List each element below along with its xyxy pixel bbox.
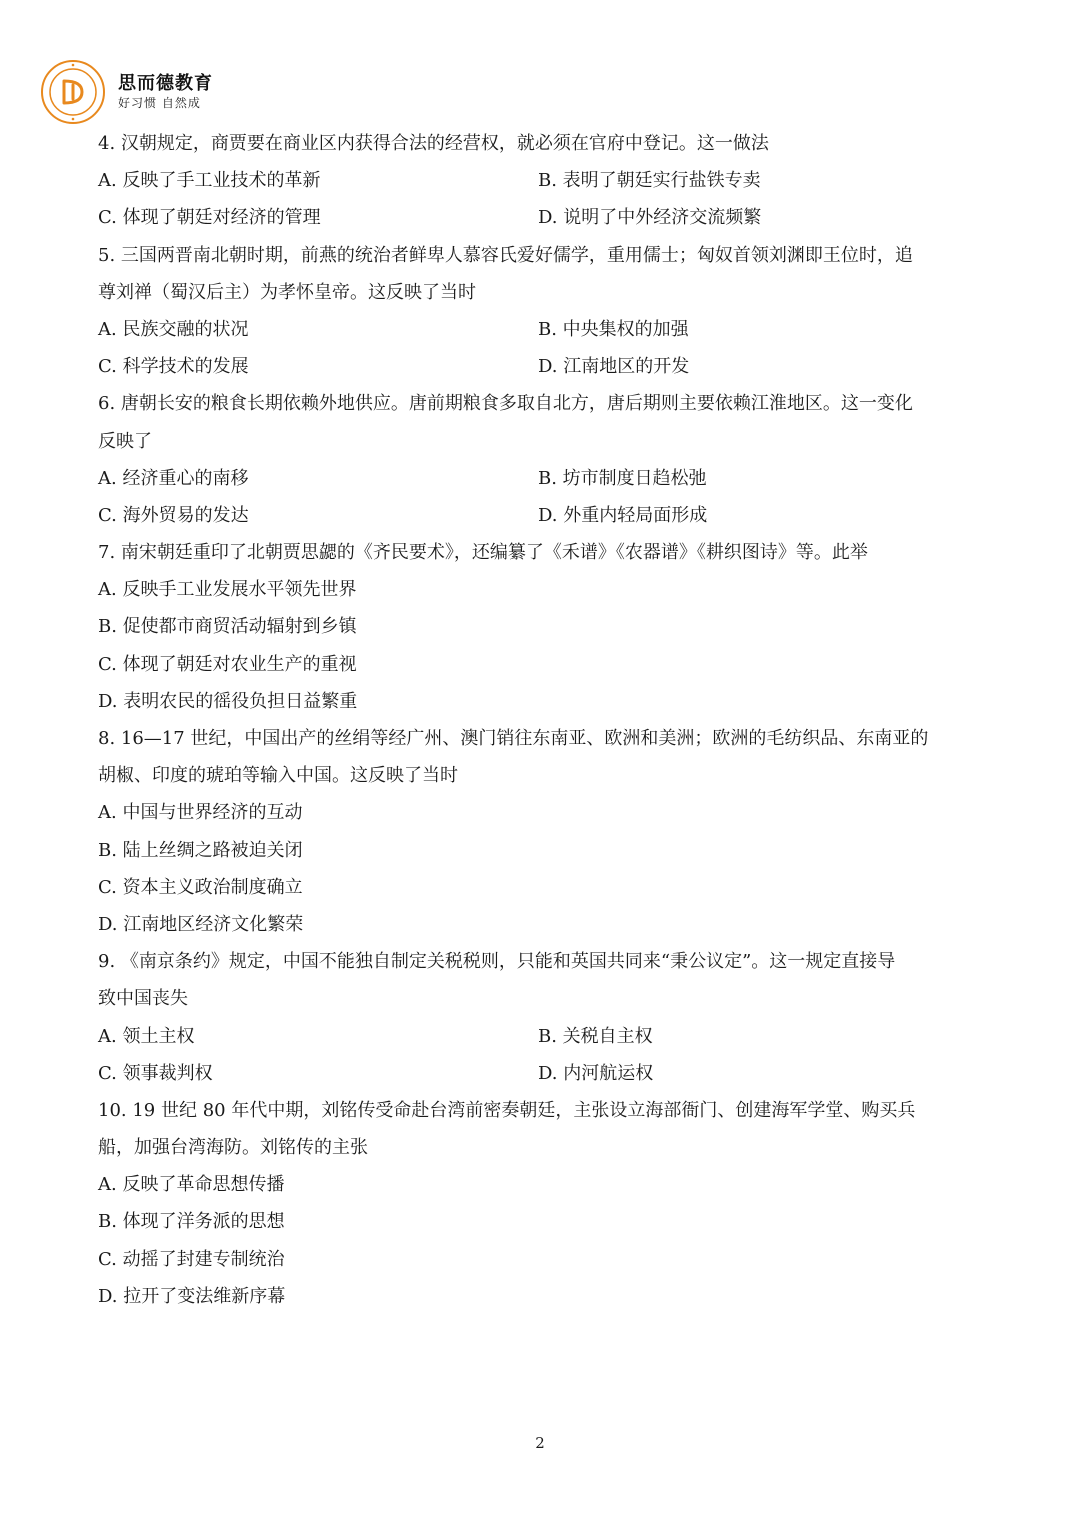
question-list bbox=[98, 125, 978, 1315]
option-row bbox=[98, 497, 978, 534]
answer-option: C. 领事裁判权 bbox=[98, 1062, 213, 1084]
answer-option: C. 体现了朝廷对农业生产的重视 bbox=[98, 653, 357, 675]
answer-option: B. 坊市制度日趋松弛 bbox=[538, 467, 707, 489]
brand-block bbox=[118, 73, 213, 111]
option-row bbox=[98, 162, 978, 199]
answer-option: D. 拉开了变法维新序幕 bbox=[98, 1285, 286, 1307]
answer-option: D. 表明农民的徭役负担日益繁重 bbox=[98, 690, 358, 712]
question-stem: 8. 16—17 世纪，中国出产的丝绢等经广州、澳门销往东南亚、欧洲和美洲；欧洲的毛纺织品、东南亚的 bbox=[98, 728, 929, 749]
question bbox=[98, 125, 978, 237]
question-stem: 胡椒、印度的琥珀等输入中国。这反映了当时 bbox=[98, 765, 458, 787]
answer-option: B. 中央集权的加强 bbox=[538, 318, 689, 340]
option-row bbox=[98, 460, 978, 497]
question bbox=[98, 385, 978, 534]
answer-option: D. 江南地区经济文化繁荣 bbox=[98, 913, 304, 935]
answer-option: C. 资本主义政治制度确立 bbox=[98, 876, 303, 898]
answer-option: A. 经济重心的南移 bbox=[98, 467, 249, 489]
answer-option: C. 动摇了封建专制统治 bbox=[98, 1248, 285, 1270]
question-stem: 尊刘禅（蜀汉后主）为孝怀皇帝。这反映了当时 bbox=[98, 281, 476, 303]
logo-icon bbox=[40, 59, 106, 125]
answer-option: A. 反映了手工业技术的革新 bbox=[98, 170, 321, 192]
answer-option: B. 陆上丝绸之路被迫关闭 bbox=[98, 839, 303, 861]
brand-slogan: 好习惯 自然成 bbox=[118, 96, 201, 110]
answer-option: A. 中国与世界经济的互动 bbox=[98, 802, 303, 824]
option-row bbox=[98, 1018, 978, 1055]
answer-option: D. 内河航运权 bbox=[538, 1062, 654, 1084]
answer-option: B. 表明了朝廷实行盐铁专卖 bbox=[538, 170, 761, 192]
question bbox=[98, 1092, 978, 1315]
question-stem: 致中国丧失 bbox=[98, 988, 188, 1010]
answer-option: B. 促使都市商贸活动辐射到乡镇 bbox=[98, 616, 357, 638]
answer-option: C. 海外贸易的发达 bbox=[98, 504, 249, 526]
question bbox=[98, 943, 978, 1092]
question-stem: 反映了 bbox=[98, 430, 152, 452]
answer-option: D. 说明了中外经济交流频繁 bbox=[538, 207, 762, 229]
header bbox=[40, 62, 213, 122]
question-stem: 7. 南宋朝廷重印了北朝贾思勰的《齐民要术》，还编纂了《禾谱》《农器谱》《耕织图诗》等。此举 bbox=[98, 542, 868, 564]
question bbox=[98, 237, 978, 386]
answer-option: D. 外重内轻局面形成 bbox=[538, 504, 708, 526]
answer-option: D. 江南地区的开发 bbox=[538, 356, 690, 378]
question-stem: 船，加强台湾海防。刘铭传的主张 bbox=[98, 1137, 368, 1159]
answer-option: B. 关税自主权 bbox=[538, 1025, 653, 1047]
answer-option: A. 领土主权 bbox=[98, 1025, 195, 1047]
option-row bbox=[98, 311, 978, 348]
question-stem: 5. 三国两晋南北朝时期，前燕的统治者鲜卑人慕容氏爱好儒学，重用儒士；匈奴首领刘渊即王位时，追 bbox=[98, 244, 913, 266]
answer-option: C. 科学技术的发展 bbox=[98, 356, 249, 378]
answer-option: C. 体现了朝廷对经济的管理 bbox=[98, 207, 321, 229]
question-stem: 6. 唐朝长安的粮食长期依赖外地供应。唐前期粮食多取自北方，唐后期则主要依赖江淮地区。这一变化 bbox=[98, 393, 913, 415]
option-row bbox=[98, 348, 978, 385]
page-number: 2 bbox=[535, 1434, 545, 1452]
question bbox=[98, 534, 978, 720]
answer-option: A. 民族交融的状况 bbox=[98, 318, 249, 340]
question-stem: 4. 汉朝规定，商贾要在商业区内获得合法的经营权，就必须在官府中登记。这一做法 bbox=[98, 133, 769, 154]
answer-option: B. 体现了洋务派的思想 bbox=[98, 1211, 285, 1233]
answer-option: A. 反映了革命思想传播 bbox=[98, 1174, 285, 1196]
option-row bbox=[98, 1055, 978, 1092]
brand-name: 思而德教育 bbox=[118, 73, 213, 94]
question-stem: 10. 19 世纪 80 年代中期，刘铭传受命赴台湾前密奏朝廷，主张设立海部衙门、创建海军学堂、购买兵 bbox=[98, 1099, 916, 1121]
question bbox=[98, 720, 978, 943]
answer-option: A. 反映手工业发展水平领先世界 bbox=[98, 579, 357, 601]
question-stem: 9. 《南京条约》规定，中国不能独自制定关税税则，只能和英国共同来“秉公议定”。这一规定直接导 bbox=[98, 951, 896, 973]
option-row bbox=[98, 199, 978, 236]
